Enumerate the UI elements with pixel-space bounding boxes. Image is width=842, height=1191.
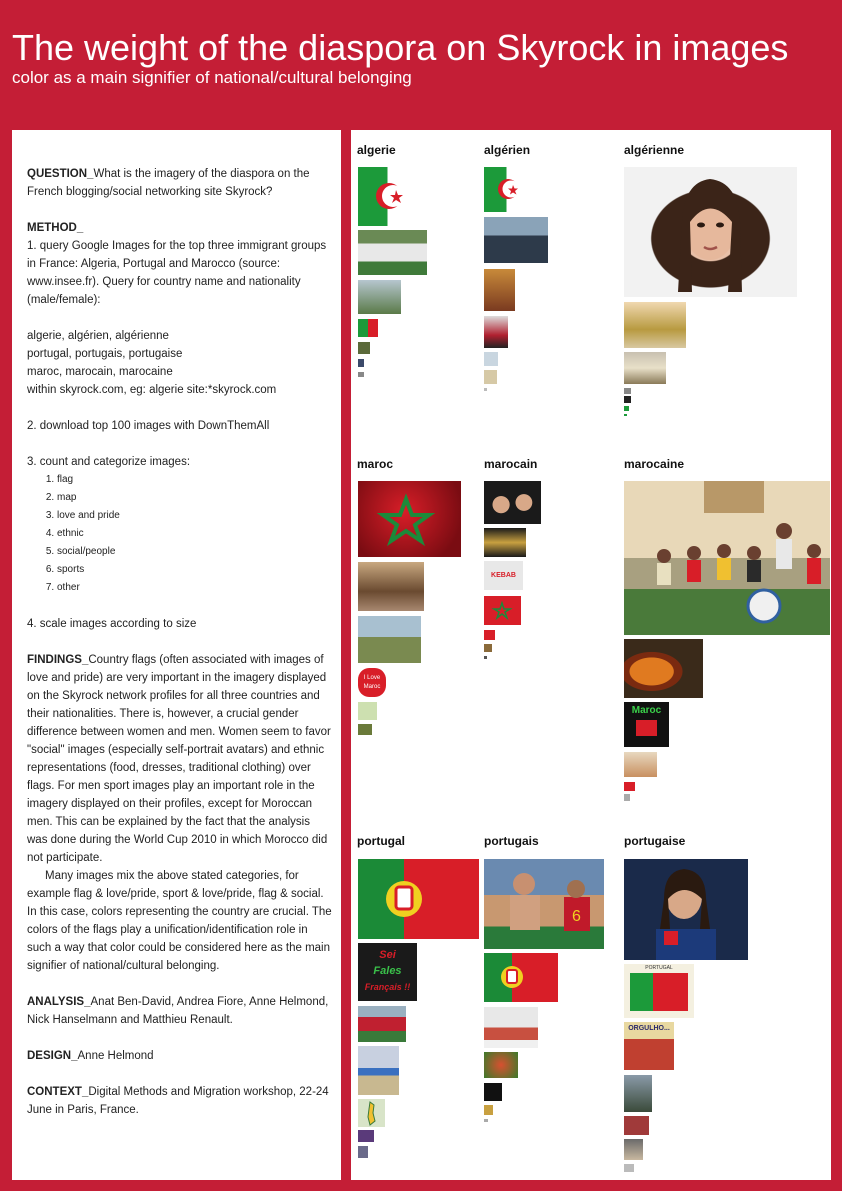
ethnic-thumb [484, 269, 515, 311]
algeria-flag-thumb [358, 167, 417, 226]
label-portugais: portugais [484, 834, 539, 848]
analysis-text: Anat Ben-David, Andrea Fiore, Anne Helmond, Nick Hanselmann and Matthieu Renault. [27, 996, 329, 1026]
design-paragraph [27, 1047, 332, 1065]
category-item: 4. ethnic [57, 525, 332, 543]
small-thumb [484, 352, 498, 366]
small-thumb [358, 372, 364, 377]
sei-fales-text [358, 947, 417, 995]
context-text: Digital Methods and Migration workshop, 22-24 June in Paris, France. [27, 1086, 329, 1116]
maroc-banner-thumb [624, 702, 669, 747]
method-step-4: 4. scale images according to size [27, 618, 197, 630]
portugal-small-text: PORTUGAL [645, 965, 673, 971]
morocco-flag-thumb [484, 596, 521, 625]
query-line: portugal, portugais, portugaise [27, 348, 183, 360]
design-text: Anne Helmond [77, 1050, 154, 1062]
small-thumb [624, 782, 635, 791]
algeria-flag-thumb [484, 167, 529, 212]
analysis-label: ANALYSIS_ [27, 996, 91, 1008]
design-label: DESIGN_ [27, 1050, 78, 1062]
portugal-flag-thumb [358, 859, 479, 939]
category-item: 1. flag [57, 471, 332, 489]
small-thumb [484, 1083, 502, 1101]
findings-paragraph-2: Many images mix the above stated categories, for example flag & love/pride, sport & love/pride, flag & social. In this case, colors representing the country are crucial. The colors of the flags play a unification/identification role in such a way that color could be considered here as the main signifier of national/cultural belonging. [27, 870, 332, 972]
small-thumb [624, 396, 631, 403]
maroc-banner-text: Maroc [631, 705, 662, 716]
small-thumb [624, 1116, 649, 1135]
question-paragraph [27, 165, 332, 201]
context-paragraph [27, 1083, 332, 1119]
query-line: within skyrock.com, eg: algerie site:*skyrock.com [27, 384, 277, 396]
orgulho-text: ORGULHO... [628, 1025, 670, 1032]
map-thumb [358, 702, 377, 720]
method-label: METHOD_ [27, 222, 84, 234]
love-pride-thumb [358, 319, 378, 337]
group-photo-thumb [624, 481, 830, 635]
label-marocaine: marocaine [624, 457, 685, 471]
image-grid-panel [351, 130, 831, 1180]
small-thumb [484, 644, 492, 652]
poster-subtitle: color as a main signifier of national/cultural belonging [12, 68, 412, 87]
label-portugal: portugal [357, 834, 405, 848]
small-thumb [484, 1105, 493, 1115]
findings-label: FINDINGS_ [27, 654, 89, 666]
small-thumb [624, 1164, 634, 1172]
sports-thumb [484, 316, 508, 348]
small-thumb [484, 656, 487, 659]
food-thumb [624, 639, 703, 698]
map-thumb [358, 1099, 385, 1127]
method-step-3: 3. count and categorize images: [27, 456, 191, 468]
love-maroc-thumb: I Love Maroc [358, 668, 386, 697]
people-thumb [358, 280, 401, 314]
orgulho-thumb [624, 1022, 674, 1070]
label-algerienne: algérienne [624, 143, 685, 157]
morocco-flag-thumb [358, 481, 461, 557]
label-algerien: algérien [484, 143, 531, 157]
question-text: What is the imagery of the diaspora on the French blogging/social networking site Skyrock? [27, 168, 310, 198]
portrait-thumb [624, 167, 797, 297]
people-thumb [358, 562, 424, 611]
label-portugaise: portugaise [624, 834, 686, 848]
svg-text:6: 6 [572, 908, 581, 925]
small-thumb [358, 342, 370, 354]
portugal-flag-icon [630, 973, 688, 1011]
method-step-2: 2. download top 100 images with DownThemAll [27, 420, 270, 432]
algeria-team-thumb [358, 230, 427, 275]
label-maroc: maroc [357, 457, 394, 471]
kebab-thumb: KEBAB [484, 561, 523, 590]
francais-line: Français !! [364, 982, 411, 992]
small-thumb [484, 630, 495, 640]
small-thumb [358, 359, 364, 367]
text-panel [12, 130, 341, 1180]
query-list [27, 327, 332, 399]
people-thumb [624, 1075, 652, 1112]
small-thumb [624, 388, 631, 394]
small-thumb [484, 1119, 488, 1122]
small-thumb [624, 1139, 643, 1160]
query-line: algerie, algérien, algérienne [27, 330, 169, 342]
landscape-thumb [358, 1046, 399, 1095]
portugal-flag-thumb [624, 964, 694, 1018]
sei-fales-thumb [358, 943, 417, 1001]
category-list [27, 471, 332, 597]
portugal-flag-thumb [484, 953, 558, 1002]
method-paragraph [27, 219, 332, 237]
query-line: maroc, marocain, marocaine [27, 366, 173, 378]
food-thumb [484, 1052, 518, 1078]
fales-line: Fales [373, 965, 402, 977]
poster-title: The weight of the diaspora on Skyrock in images [12, 27, 789, 68]
portugal-team-thumb [358, 1006, 406, 1042]
question-label: QUESTION_ [27, 168, 94, 180]
method-step-1: 1. query Google Images for the top three immigrant groups in France: Algeria, Portugal and Marocco (source: www.insee.fr). Query for country name and nationality (male/female): [27, 240, 327, 306]
people-thumb [484, 1007, 538, 1048]
small-thumb [624, 794, 630, 801]
ethnic-thumb [624, 302, 686, 348]
analysis-paragraph [27, 993, 332, 1029]
small-thumb [484, 370, 497, 384]
findings-paragraph [27, 651, 332, 867]
sports-thumb [484, 859, 604, 949]
small-thumb [624, 414, 627, 416]
small-thumb [358, 1130, 374, 1142]
category-item: 3. love and pride [57, 507, 332, 525]
label-algerie: algerie [357, 143, 396, 157]
people-thumb [484, 481, 541, 524]
landscape-thumb [358, 616, 421, 663]
small-thumb [358, 1146, 368, 1158]
people-thumb [484, 217, 548, 263]
findings-text: Country flags (often associated with images of love and pride) are very important in the imagery displayed on the Skyrock network profiles for all three countries and their nationalities. There is, however, a crucial gender difference between women and men. Women seem to favor "social" images (especially self-portrait avatars) and ethnic representations (food, dresses, traditional clothing) over flags. For men sport images play an important role in the imagery displayed on their profiles, except for Moroccan men. This can be explained by the fact that the analysis was done during the World Cup 2010 in which Morocco did not participate. [27, 654, 331, 864]
other-thumb [484, 528, 526, 557]
sei-line: Sei [379, 949, 396, 961]
small-thumb [624, 406, 629, 411]
small-thumb [484, 388, 487, 391]
label-marocain: marocain [484, 457, 538, 471]
ethnic-thumb [624, 352, 666, 384]
category-item: 2. map [57, 489, 332, 507]
ethnic-thumb [624, 752, 657, 777]
morocco-flag-icon [636, 720, 657, 736]
context-label: CONTEXT_ [27, 1086, 89, 1098]
text-column [27, 165, 332, 1137]
category-item: 6. sports [57, 561, 332, 579]
portrait-thumb [624, 859, 748, 960]
category-item: 7. other [57, 579, 332, 597]
small-thumb [358, 724, 372, 735]
category-item: 5. social/people [57, 543, 332, 561]
